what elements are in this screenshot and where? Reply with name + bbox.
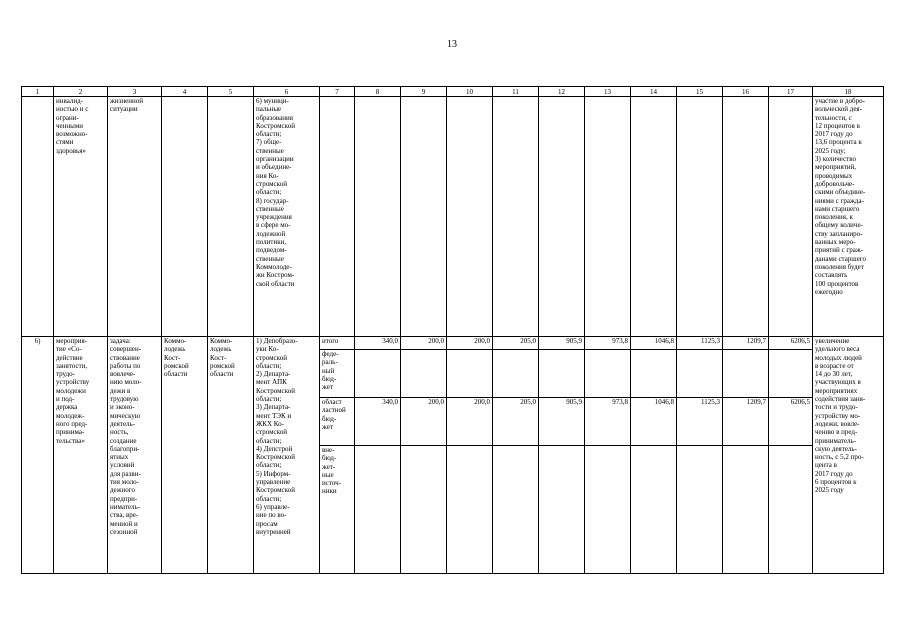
funding-value-cell [631,350,677,398]
header-cell: 13 [585,87,631,97]
value-cell [677,97,723,337]
funding-total-cell: 6206,5 [769,398,813,446]
header-cell: 15 [677,87,723,97]
funding-value-cell: 1046,8 [631,337,677,350]
funding-source-cell: феде- раль- ный бюд- жет [320,350,355,398]
funding-value-cell: 1209,7 [723,398,769,446]
header-cell: 7 [320,87,355,97]
header-cell: 4 [162,87,208,97]
page-number: 13 [447,39,457,50]
header-cell: 5 [208,87,254,97]
funding-value-cell: 340,0 [355,398,401,446]
executor-cell [162,97,208,337]
funding-value-cell [585,446,631,574]
funding-value-cell: 200,0 [401,337,447,350]
participants-cell: 6) муници- пальные образования Костромской области; 7) обще- ственные организации и объедине- ния Ко- стромской области; 8) государ- ственные учреждения в сфере мо- лодежной политики, подведом- ственные Коммолоде- жи Костром- ской области [254,97,320,337]
funding-value-cell: 1125,3 [677,337,723,350]
header-cell: 16 [723,87,769,97]
header-cell: 9 [401,87,447,97]
participants-cell: 1) Депобразо- уки Ко- стромской области; 2) Департа- мент АПК Костромской области; 3) Департа- мент ТЭК и ЖКХ Ко- стромской области; 4) Депстрой Костромской области; 5) Информ- управление Костромской области; 6) управле- ние по во- просам внутренней [254,337,320,574]
funding-source-cell: итого [320,337,355,350]
value-cell [539,97,585,337]
activity-cell: инвалид- ностью и с ограни- ченными возможно- стями здоровья» [54,97,108,337]
funding-value-cell: 973,8 [585,398,631,446]
funding-value-cell [493,446,539,574]
funding-value-cell [723,446,769,574]
executor-cell: Коммо- лодежь Кост- ромской области [162,337,208,574]
funding-value-cell [677,350,723,398]
funding-value-cell: 205,0 [493,398,539,446]
funding-value-cell [539,350,585,398]
funding-value-cell [493,350,539,398]
source-cell [320,97,355,337]
value-cell [723,97,769,337]
funding-value-cell [631,446,677,574]
funding-value-cell [401,350,447,398]
header-cell: 6 [254,87,320,97]
funding-value-cell [447,350,493,398]
activity-cell: мероприя- тие «Со- действие занятости, трудо- устройству молодежи и под- держка молодеж- ного пред- принима- тельства» [54,337,108,574]
program-table [21,86,884,574]
funding-value-cell: 1125,3 [677,398,723,446]
funding-value-cell: 905,9 [539,337,585,350]
funding-value-cell [723,350,769,398]
header-row [22,87,884,97]
header-cell: 10 [447,87,493,97]
funding-value-cell: 905,9 [539,398,585,446]
funding-value-cell: 1046,8 [631,398,677,446]
funding-value-cell: 1209,7 [723,337,769,350]
row-number-cell [22,97,54,337]
row-number-cell: 6) [22,337,54,574]
total-cell [769,97,813,337]
result-cell: увеличение удельного веса молодых людей в возрасте от 14 до 30 лет, участвующих в мероприятиях содействия заня- тости и трудо- устройству мо- лодежи, вовле- чению в пред- приниматель- скую деятель- ность, с 5,2 про- цента в 2017 году до 6 процентов к 2025 году [813,337,884,574]
value-cell [447,97,493,337]
table-row [22,337,884,350]
header-cell: 18 [813,87,884,97]
value-cell [585,97,631,337]
funding-value-cell: 200,0 [447,398,493,446]
value-cell [401,97,447,337]
funding-value-cell [447,446,493,574]
funding-total-cell [769,350,813,398]
funding-value-cell [677,446,723,574]
task-cell: задача: совершен- ствование работы по вовлече- нию моло- дежи в трудовую и эконо- мическую деятель- ность, создание благопри- ятных условий для разви- тия моло- дежного предпри- ниматель- ства, вре- менной и сезонной [108,337,162,574]
funding-value-cell: 205,0 [493,337,539,350]
funding-value-cell [401,446,447,574]
header-cell: 2 [54,87,108,97]
funding-source-cell: вне- бюд- жет- ные источ- ники [320,446,355,574]
funding-value-cell: 200,0 [401,398,447,446]
funding-value-cell [355,446,401,574]
result-cell: участие в добро- вольческой дея- тельности, с 12 процентов в 2017 году до 13,6 процента к 2025 году; 3) количество мероприятий, проводимых добровольче- скими объедине- ниями с гражда- нами старшего поколения, к общему количе- ству запланиро- ванных меро- приятий с граж- данами старшего поколения будет составлять 100 процентов ежегодно [813,97,884,337]
value-cell [493,97,539,337]
responsible-cell: Коммо- лодежь Кост- ромской области [208,337,254,574]
funding-source-cell: област ластной бюд- жет [320,398,355,446]
funding-value-cell [539,446,585,574]
funding-value-cell: 340,0 [355,337,401,350]
task-cell: жизненной ситуации [108,97,162,337]
value-cell [355,97,401,337]
funding-value-cell: 200,0 [447,337,493,350]
header-cell: 11 [493,87,539,97]
funding-value-cell: 973,8 [585,337,631,350]
header-cell: 17 [769,87,813,97]
table-row [22,97,884,337]
responsible-cell [208,97,254,337]
value-cell [631,97,677,337]
header-cell: 3 [108,87,162,97]
header-cell: 8 [355,87,401,97]
header-cell: 12 [539,87,585,97]
funding-total-cell [769,446,813,574]
header-cell: 1 [22,87,54,97]
header-cell: 14 [631,87,677,97]
funding-value-cell [585,350,631,398]
funding-value-cell [355,350,401,398]
funding-total-cell: 6206,5 [769,337,813,350]
